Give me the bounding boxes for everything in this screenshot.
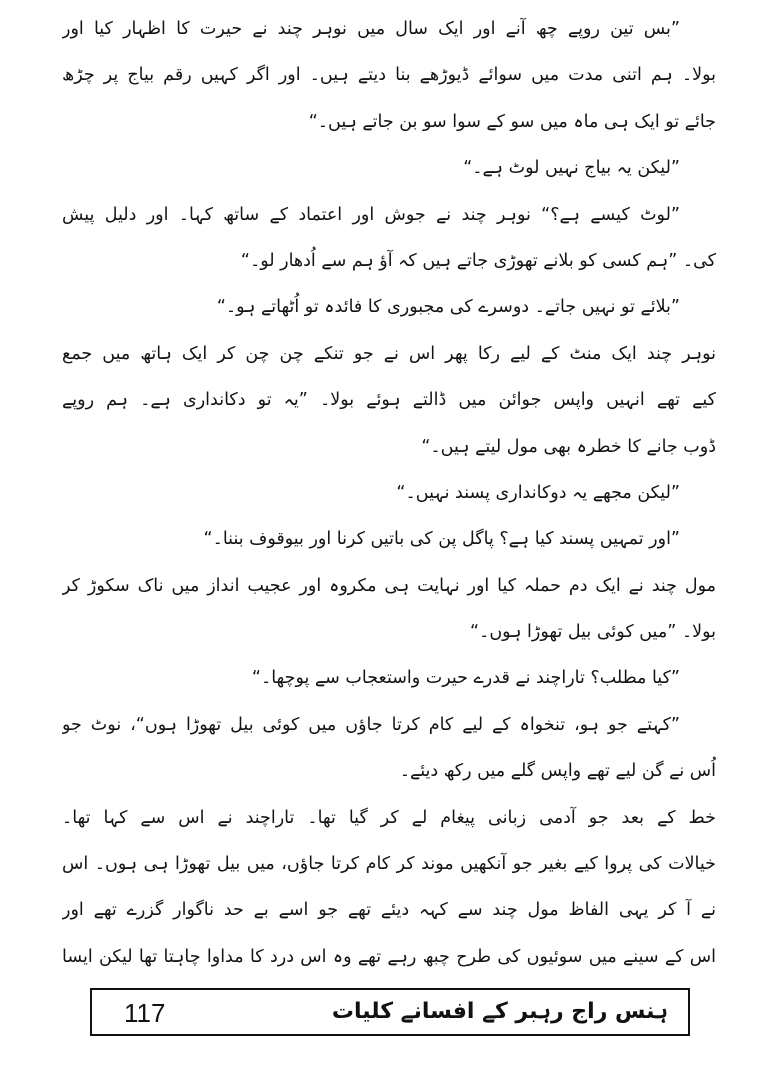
text-line-5: ”لوٹ کیسے ہے؟“ نوہر چند نے جوش اور اعتماد کے ساتھ کہا۔ اور دلیل پیش — [62, 204, 680, 225]
text-line-4: ”لیکن یہ بیاج نہیں لوٹ ہے۔“ — [463, 158, 680, 179]
text-line-7: ”بلائے تو نہیں جاتے۔ دوسرے کی مجبوری کا فائدہ تو اُٹھاتے ہو۔“ — [216, 297, 680, 318]
text-line-2: بولا۔ ہم اتنی مدت میں سوائے ڈیوڑھے بنا دیتے ہیں۔ اور اگر کہیں رقم بیاج پر چڑھ — [62, 65, 716, 86]
text-line-13: مول چند نے ایک دم حملہ کیا اور نہایت ہی مکروہ اور عجیب انداز میں ناک سکوڑ کر — [62, 575, 716, 596]
text-line-18: خط کے بعد جو آدمی زبانی پیغام لے کر گیا تھا۔ تاراچند نے اس سے کہا تھا۔ — [62, 807, 716, 828]
page-text — [62, 6, 716, 980]
text-line-14: بولا۔ ”میں کوئی بیل تھوڑا ہوں۔“ — [470, 622, 716, 643]
text-line-16: ”کہتے جو ہو، تنخواہ کے لیے کام کرتا جاؤں میں کوئی بیل تھوڑا ہوں“، نوٹ جو — [62, 714, 680, 735]
text-line-17: اُس نے گن لیے تھے واپس گلے میں رکھ دیئے۔ — [399, 761, 716, 782]
text-line-10: ڈوب جانے کا خطرہ بھی مول لیتے ہیں۔“ — [421, 436, 716, 457]
text-line-8: نوہر چند ایک منٹ کے لیے رکا پھر اس نے جو تنکے چن چن کر ایک ہاتھ میں جمع — [62, 343, 716, 364]
text-line-11: ”لیکن مجھے یہ دوکانداری پسند نہیں۔“ — [396, 482, 680, 503]
text-line-12: ”اور تمہیں پسند کیا ہے؟ پاگل پن کی باتیں کرنا اور بیوقوف بننا۔“ — [203, 529, 680, 550]
text-line-21: اس کے سینے میں سوئیوں کی طرح چبھ رہے تھے وہ اس درد کا مداوا چاہتا تھا لیکن ایسا — [62, 946, 716, 967]
text-line-9: کیے تھے انہیں واپس جوائن میں ڈالتے ہوئے بولا۔ ”یہ تو دکانداری ہے۔ ہم روپے — [62, 390, 716, 411]
page-number: 117 — [124, 998, 166, 1028]
text-line-15: ”کیا مطلب؟ تاراچند نے قدرے حیرت واستعجاب سے پوچھا۔“ — [251, 668, 680, 689]
text-line-3: جائے تو ایک ہی ماہ میں سو کے سوا سو بن جاتے ہیں۔“ — [308, 111, 716, 132]
text-line-1: ”بس تین روپے چھ آنے اور ایک سال میں نوہر چند نے حیرت کا اظہار کیا اور — [62, 19, 680, 39]
book-title: ہنس راج رہبر کے افسانے کلیات — [331, 999, 668, 1024]
page-footer — [90, 988, 690, 1036]
text-line-6: کی۔ ”ہم کسی کو بلانے تھوڑی جاتے ہیں کہ آؤ ہم سے اُدھار لو۔“ — [240, 250, 716, 271]
text-line-19: خیالات کی پروا کیے بغیر جو آنکھیں موند کر کام کرتا جاؤں، میں بیل تھوڑا ہی ہوں۔ اس — [62, 854, 716, 875]
text-line-20: نے آ کر یہی الفاظ مول چند سے کہہ دیئے تھے جو اسے بے حد ناگوار گزرے تھے اور — [62, 900, 716, 921]
